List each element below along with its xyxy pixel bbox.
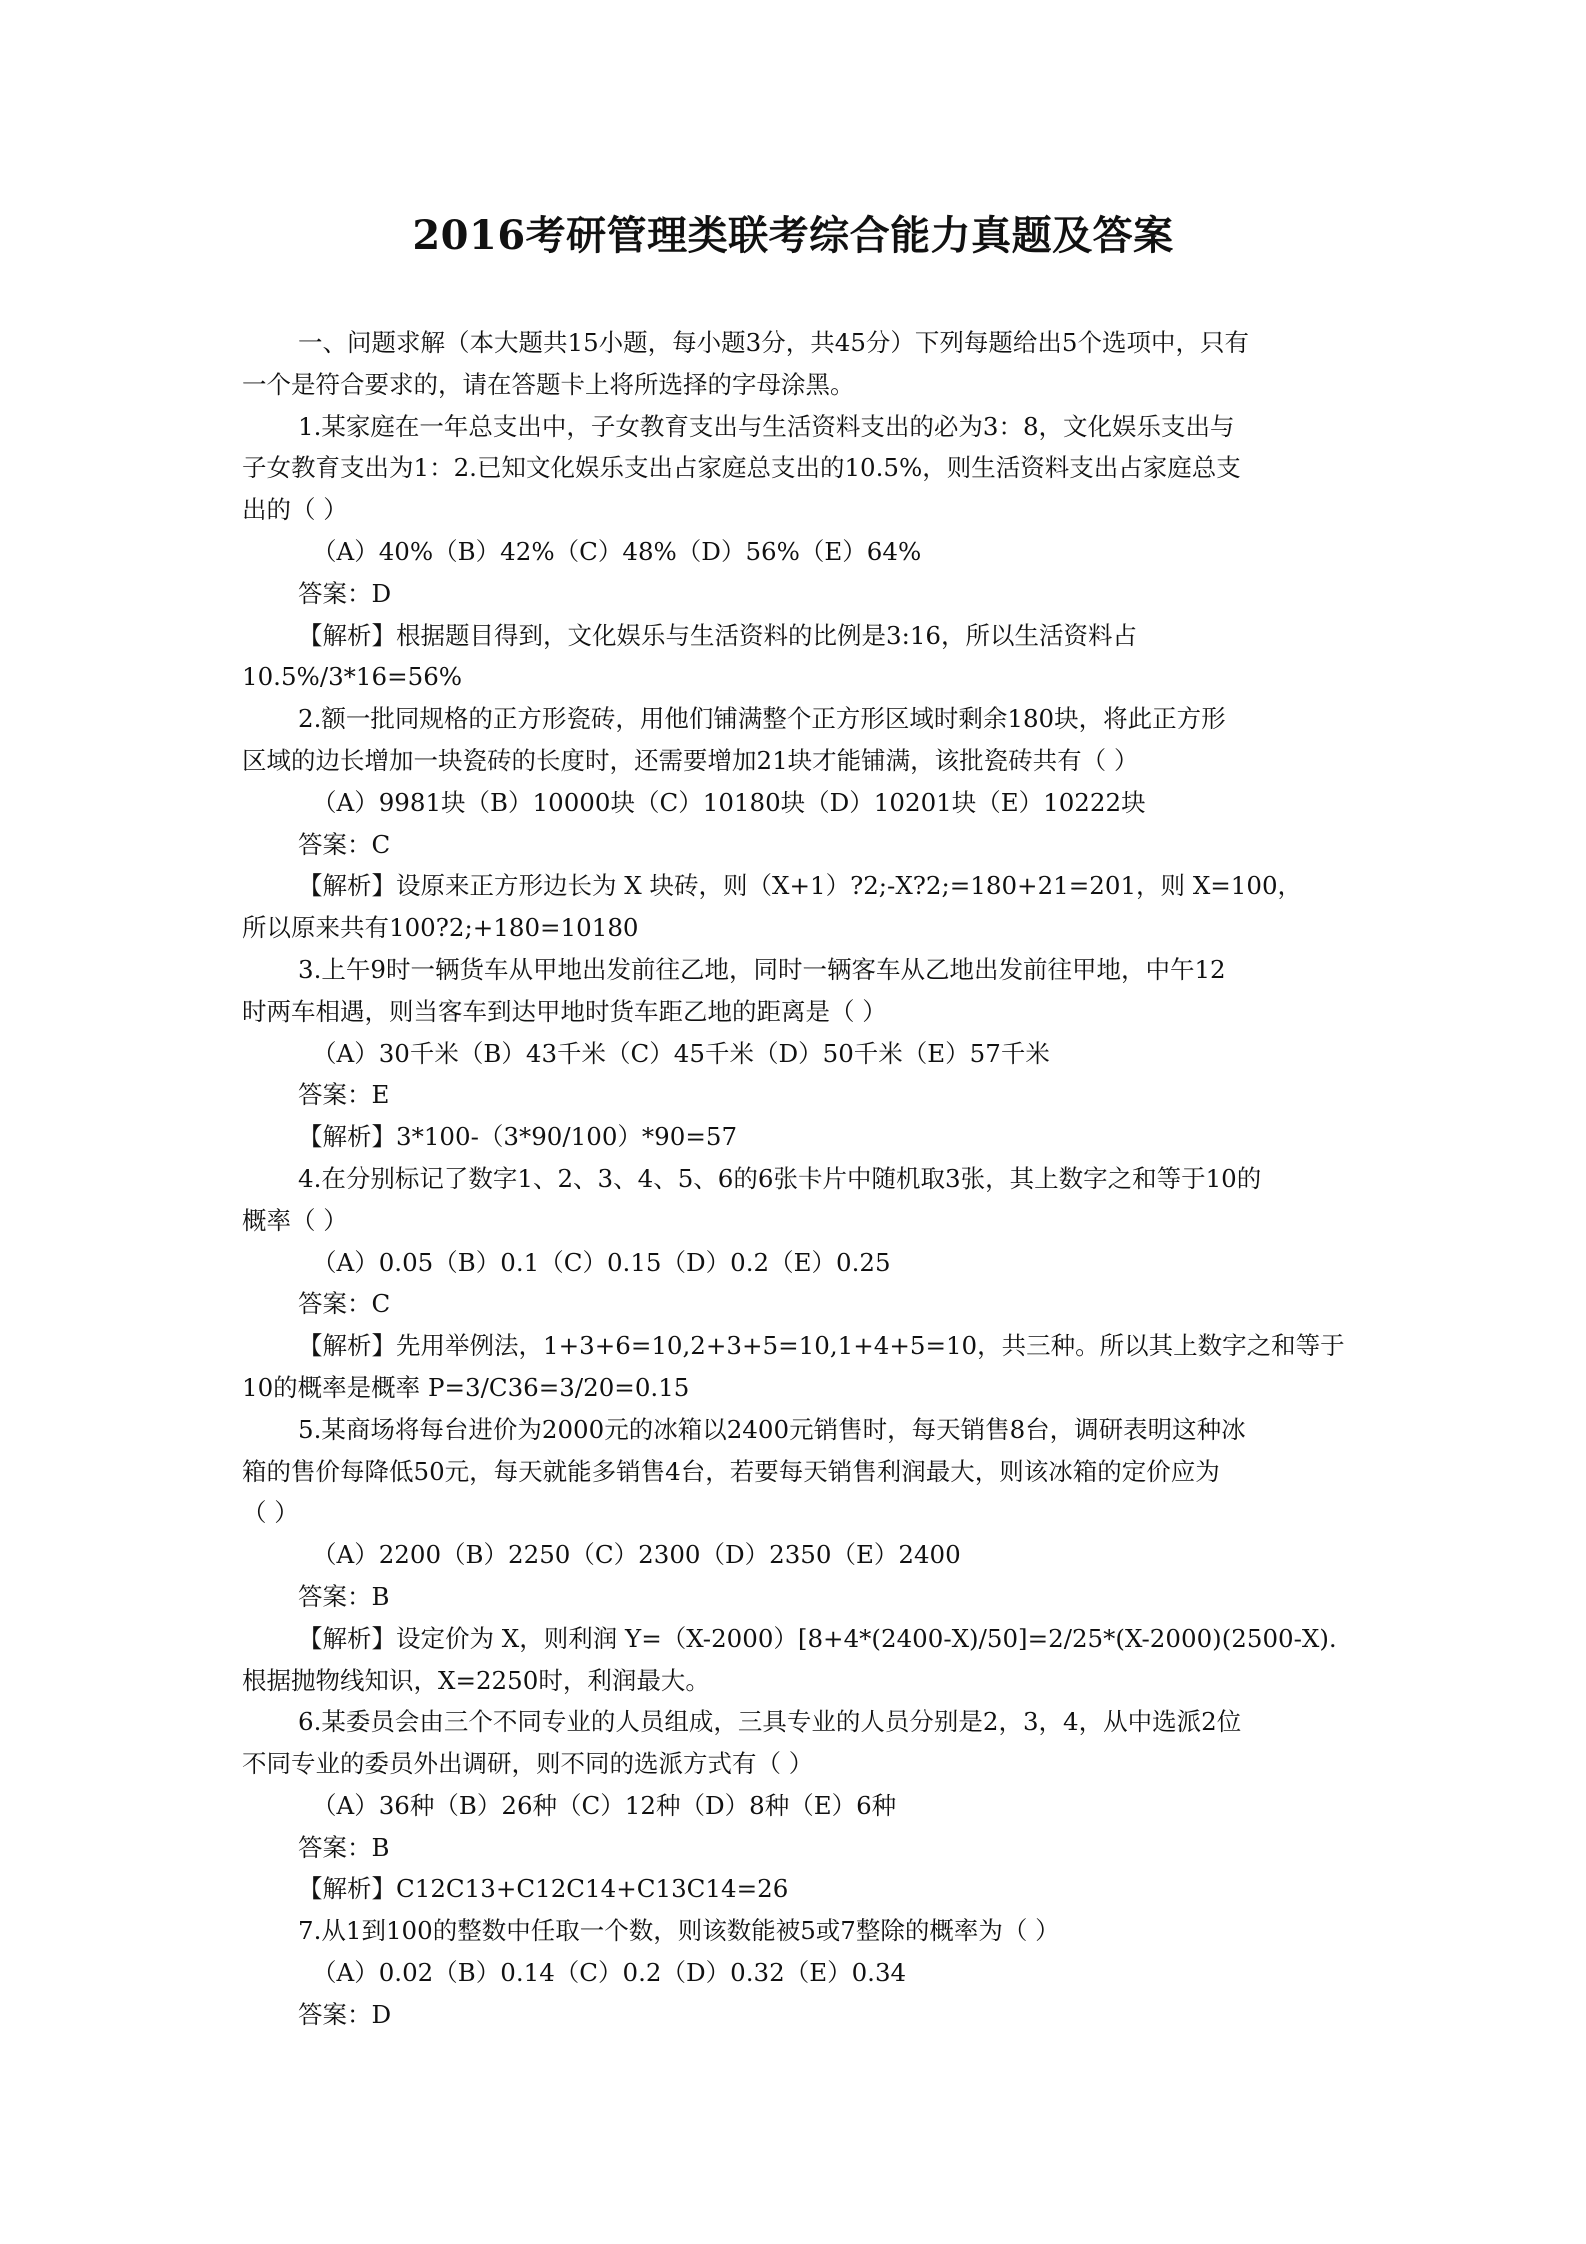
text-line: 答案：C [298,829,391,859]
text-line: 答案：C [298,1289,391,1319]
text-line: 所以原来共有100?2;+180=10180 [242,913,639,943]
text-line: 不同专业的委员外出调研，则不同的选派方式有（ ） [242,1749,814,1779]
page-title: 2016考研管理类联考综合能力真题及答案 [412,212,1174,259]
text-line: 【解析】先用举例法，1+3+6=10,2+3+5=10,1+4+5=10，共三种。所以其上数字之和等于 [298,1331,1345,1361]
text-line: 答案：E [298,1080,390,1110]
text-line: 答案：B [298,1581,390,1611]
text-line: 2.额一批同规格的正方形瓷砖，用他们铺满整个正方形区域时剩余180块，将此正方形 [298,704,1226,734]
text-line: 概率（ ） [242,1205,348,1235]
text-line: 答案：D [298,578,392,608]
text-line: （A）0.02（B）0.14（C）0.2（D）0.32（E）0.34 [312,1958,907,1988]
text-line: 区域的边长增加一块瓷砖的长度时，还需要增加21块才能铺满，该批瓷砖共有（ ） [242,745,1139,775]
text-line: 10.5%/3*16=56% [242,662,463,692]
text-line: 箱的售价每降低50元，每天就能多销售4台，若要每天销售利润最大，则该冰箱的定价应为 [242,1456,1220,1486]
document-body [242,322,1356,2036]
text-line: （A）40%（B）42%（C）48%（D）56%（E）64% [312,536,922,566]
text-line: （A）2200（B）2250（C）2300（D）2350（E）2400 [312,1540,961,1570]
text-line: （A）9981块（B）10000块（C）10180块（D）10201块（E）10222块 [312,787,1146,817]
text-line: 6.某委员会由三个不同专业的人员组成，三具专业的人员分别是2，3，4，从中选派2位 [298,1707,1242,1737]
text-line: （A）30千米（B）43千米（C）45千米（D）50千米（E）57千米 [312,1038,1050,1068]
text-line: 【解析】设原来正方形边长为 X 块砖，则（X+1）?2;-X?2;=180+21=201，则 X=100， [298,871,1303,901]
text-line: 时两车相遇，则当客车到达甲地时货车距乙地的距离是（ ） [242,996,887,1026]
text-line: 1.某家庭在一年总支出中，子女教育支出与生活资料支出的必为3：8，文化娱乐支出与 [298,411,1235,441]
text-line: 一、问题求解（本大题共15小题，每小题3分，共45分）下列每题给出5个选项中，只有 [298,328,1250,357]
text-line: （A）0.05（B）0.1（C）0.15（D）0.2（E）0.25 [312,1247,891,1277]
text-line: 5.某商场将每台进价为2000元的冰箱以2400元销售时，每天销售8台，调研表明这种冰 [298,1414,1246,1444]
text-line: 【解析】根据题目得到，文化娱乐与生活资料的比例是3:16，所以生活资料占 [298,620,1138,650]
text-line: 答案：D [298,1999,392,2029]
text-line: 【解析】3*100-（3*90/100）*90=57 [298,1122,738,1152]
text-line: 10的概率是概率 P=3/C36=3/20=0.15 [242,1372,690,1402]
text-line: 4.在分别标记了数字1、2、3、4、5、6的6张卡片中随机取3张，其上数字之和等于10的 [298,1163,1262,1193]
text-line: 【解析】C12C13+C12C14+C13C14=26 [298,1874,789,1904]
text-line: 一个是符合要求的，请在答题卡上将所选择的字母涂黑。 [242,369,855,399]
text-line: （A）36种（B）26种（C）12种（D）8种（E）6种 [312,1790,897,1820]
text-line: 3.上午9时一辆货车从甲地出发前往乙地，同时一辆客车从乙地出发前往甲地，中午12 [298,954,1226,984]
text-line: 根据抛物线知识，X=2250时，利润最大。 [242,1665,710,1695]
text-line: 答案：B [298,1832,390,1862]
text-line: 7.从1到100的整数中任取一个数，则该数能被5或7整除的概率为（ ） [298,1916,1060,1946]
text-line: 【解析】设定价为 X，则利润 Y=（X-2000）[8+4*(2400-X)/50]=2/25*(X-2000)(2500-X). [298,1623,1337,1653]
text-line: 出的（ ） [242,495,348,525]
text-line: 子女教育支出为1：2.已知文化娱乐支出占家庭总支出的10.5%，则生活资料支出占家庭总支 [242,453,1241,483]
text-line: （ ） [242,1498,299,1528]
